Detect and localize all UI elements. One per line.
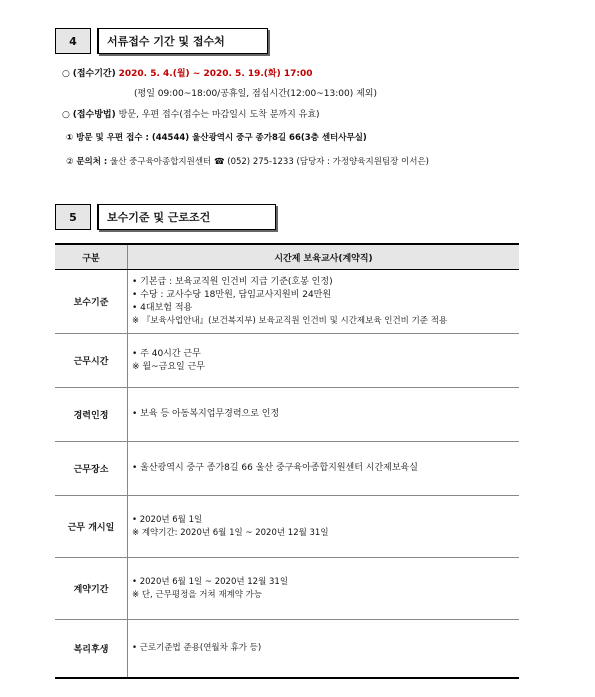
period-value: 2020. 5. 4.(월) ~ 2020. 5. 19.(화) 17:00 [118, 69, 313, 79]
row-category: 근무시간 [55, 334, 128, 388]
table-row [55, 496, 519, 558]
row-content [128, 558, 520, 620]
row-line: • 수당 : 교사수당 18만원, 담임교사지원비 24만원 [132, 289, 332, 300]
table-row [55, 270, 519, 334]
table-row [55, 334, 519, 388]
item-1-number: ① [66, 133, 74, 143]
item-1-text: 방문 및 우편 접수 : (44544) 울산광역시 중구 종가8길 66(3층 센터사무실) [76, 133, 367, 143]
table-row [55, 388, 519, 442]
row-line: • 2020년 6월 1일 ~ 2020년 12월 31일 [132, 576, 289, 587]
item-2-number: ② [66, 157, 74, 167]
period-line [62, 66, 313, 79]
row-category: 근무장소 [55, 442, 128, 496]
period-note: (평일 09:00~18:00/공휴일, 점심시간(12:00~13:00) 제외) [134, 89, 377, 99]
row-line: • 2020년 6월 1일 [132, 514, 203, 525]
row-line: ※ 단, 근무평정을 거쳐 재계약 가능 [132, 589, 263, 600]
row-content [128, 334, 520, 388]
row-category: 복리후생 [55, 620, 128, 678]
section-5-title: 보수기준 및 근로조건 [97, 204, 276, 230]
table-row [55, 558, 519, 620]
row-content [128, 620, 520, 678]
item-2-text: 울산 중구육아종합지원센터 ☎ (052) 275-1233 (담당자 : 가정양육지원팀장 이서은) [110, 157, 429, 167]
row-content [128, 270, 520, 334]
period-label: (접수기간) [72, 69, 116, 79]
submit-item-1 [66, 131, 367, 143]
section-5-number: 5 [55, 204, 91, 230]
row-line: • 보육 등 아동복지업무경력으로 인정 [132, 409, 280, 419]
row-line: • 4대보험 적용 [132, 302, 193, 313]
header-content: 시간제 보육교사(계약직) [128, 244, 520, 270]
method-bullet: ○ [62, 110, 70, 120]
row-category: 보수기준 [55, 270, 128, 334]
row-category: 근무 개시일 [55, 496, 128, 558]
section-4-number: 4 [55, 28, 91, 54]
period-bullet: ○ [62, 69, 70, 79]
row-line: • 근로기준법 준용(연월차 휴가 등) [132, 642, 262, 653]
row-line: ※ 『보육사업안내』(보건복지부) 보육교직원 인건비 및 시간제보육 인건비 기준 적용 [132, 315, 448, 326]
row-content [128, 442, 520, 496]
row-line: • 기본급 : 보육교직원 인건비 지급 기준(호봉 인정) [132, 276, 333, 287]
method-line [62, 107, 320, 120]
row-category: 경력인정 [55, 388, 128, 442]
section-5-header [55, 204, 276, 230]
row-content [128, 496, 520, 558]
conditions-table [55, 243, 519, 679]
row-line: • 주 40시간 근무 [132, 348, 201, 359]
item-2-label: 문의처 : [76, 157, 108, 167]
submit-item-2 [66, 155, 429, 167]
row-content [128, 388, 520, 442]
row-line: ※ 계약기간: 2020년 6월 1일 ~ 2020년 12월 31일 [132, 527, 329, 538]
section-4-title: 서류접수 기간 및 접수처 [97, 28, 268, 54]
header-category: 구분 [55, 244, 128, 270]
method-value: 방문, 우편 접수(접수는 마감일시 도착 분까지 유효) [118, 110, 320, 120]
row-category: 계약기간 [55, 558, 128, 620]
row-line: ※ 월~금요일 근무 [132, 361, 205, 372]
table-header-row [55, 244, 519, 270]
row-line: • 울산광역시 중구 종가8길 66 울산 중구육아종합지원센터 시간제보육실 [132, 463, 418, 473]
method-label: (접수방법) [72, 110, 116, 120]
section-4-header [55, 28, 268, 54]
table-row [55, 620, 519, 678]
table-row [55, 442, 519, 496]
